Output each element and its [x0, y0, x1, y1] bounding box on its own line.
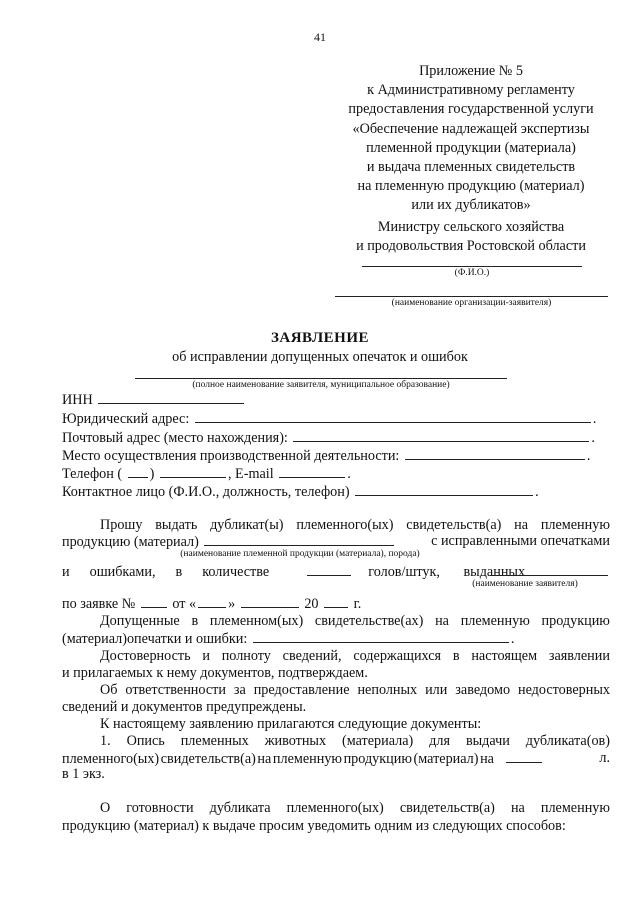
word: заведомо	[455, 682, 511, 698]
postal-address-row: Почтовый адрес (место нахождения): .	[62, 430, 595, 446]
activity-place-row: Место осуществления производственной деятельности: .	[62, 448, 591, 464]
p4-line2: сведений и документов предупреждены.	[62, 699, 307, 715]
word: (материала)	[341, 733, 414, 749]
phone-label: Телефон (	[62, 466, 123, 482]
p2-line1	[100, 613, 610, 630]
activity-place-input[interactable]	[405, 447, 585, 460]
word: ошибками,	[89, 564, 156, 580]
word: свидетельстве(ах)	[314, 613, 424, 629]
p1-line1	[100, 517, 610, 534]
contact-label: Контактное лицо (Ф.И.О., должность, телефон)	[62, 484, 350, 500]
word: свидетельств(а)	[160, 751, 256, 767]
applicant-line[interactable]	[135, 378, 507, 379]
word: племенном(ых)	[209, 613, 304, 629]
word: животных	[264, 733, 327, 749]
fio-caption: (Ф.И.О.)	[454, 268, 490, 278]
word: в	[175, 564, 183, 580]
p6-line1	[100, 733, 610, 750]
word: Прошу	[100, 517, 143, 533]
request-year-input[interactable]	[324, 595, 348, 608]
request-row: по заявке № от « » 20 г.	[62, 596, 362, 612]
word: племенную	[460, 613, 530, 629]
org-caption: (наименование организации-заявителя)	[391, 298, 552, 308]
appendix-line-1: Приложение № 5	[419, 63, 523, 79]
word: Об	[100, 682, 118, 698]
appendix-line-5: племенной продукции (материала)	[366, 139, 576, 156]
quantity-input[interactable]	[307, 563, 351, 576]
word: Допущенные	[100, 613, 180, 629]
word: Опись	[126, 733, 165, 749]
p1-line3: и ошибками, в количестве голов/штук, выданных	[62, 563, 610, 581]
word: на	[480, 751, 494, 767]
document-title: ЗАЯВЛЕНИЕ	[270, 330, 370, 346]
word: продукцию	[343, 751, 412, 767]
inn-input[interactable]	[98, 391, 244, 404]
addressee-line-2: и продовольствия Ростовской области	[356, 238, 586, 255]
email-input[interactable]	[279, 465, 345, 478]
appendix-line-7: на племенную продукцию (материал)	[357, 178, 585, 195]
contact-row: Контактное лицо (Ф.И.О., должность, телефон) .	[62, 484, 539, 500]
email-label: , E-mail	[227, 466, 274, 482]
word: Достоверность	[100, 648, 191, 664]
document-subtitle: об исправлении допущенных опечаток и ошибок	[172, 349, 468, 365]
appendix-line-2: к Административному регламенту	[367, 82, 575, 99]
errors-input[interactable]	[253, 630, 509, 643]
inn-label: ИНН	[62, 392, 93, 408]
word: за	[233, 682, 246, 698]
p6-line2: племенного(ых) свидетельств(а) на племенную продукцию (материал) на л.	[62, 750, 610, 767]
word: дубликата(ов)	[525, 733, 610, 749]
p6-line3: в 1 экз.	[62, 766, 105, 782]
word: в	[191, 613, 199, 629]
phone-code-input[interactable]	[128, 465, 148, 478]
phone-number-input[interactable]	[160, 465, 226, 478]
legal-address-label: Юридический адрес:	[62, 411, 190, 427]
p3-line1	[100, 648, 610, 665]
word: свидетельств(а)	[406, 517, 502, 533]
word: содержащихся	[353, 648, 442, 664]
word: дубликата	[209, 800, 271, 816]
word: племенную	[540, 800, 610, 816]
word: выдать	[155, 517, 198, 533]
applicant-caption: (полное наименование заявителя, муниципальное образование)	[192, 380, 450, 390]
addressee-line-1: Министру сельского хозяйства	[377, 219, 565, 235]
p2-line2: (материал)опечатки и ошибки: .	[62, 631, 515, 647]
request-number-input[interactable]	[141, 595, 167, 608]
word: предоставление	[253, 682, 350, 698]
word: недостоверных	[517, 682, 610, 698]
word: на	[510, 800, 525, 816]
org-line[interactable]	[335, 296, 608, 297]
p5-line: К настоящему заявлению прилагаются следующие документы:	[100, 716, 482, 732]
word: продукцию	[541, 613, 610, 629]
word: сведений,	[282, 648, 342, 664]
word: в	[452, 648, 460, 664]
word: готовности	[126, 800, 194, 816]
p4-line1	[100, 682, 610, 699]
issued-to-input[interactable]	[490, 563, 608, 576]
word: выдачи	[465, 733, 510, 749]
word: полноту	[221, 648, 271, 664]
contact-input[interactable]	[355, 483, 533, 496]
word: свидетельств(а)	[399, 800, 495, 816]
fio-line[interactable]	[362, 266, 582, 267]
word: количестве	[202, 564, 270, 580]
appendix-line-8: или их дубликатов»	[411, 197, 531, 214]
word: 1.	[100, 733, 111, 749]
legal-address-row: Юридический адрес: .	[62, 411, 597, 427]
word: дубликат(ы)	[210, 517, 284, 533]
appendix-line-3: предоставления государственной услуги	[348, 101, 594, 118]
appendix-line-6: и выдача племенных свидетельств	[366, 159, 576, 176]
postal-address-input[interactable]	[293, 429, 589, 442]
word: заявлении	[548, 648, 610, 664]
product-input[interactable]	[204, 533, 394, 546]
p7-line1	[100, 800, 610, 817]
word: племенного(ых)	[62, 751, 160, 767]
pages-input[interactable]	[506, 750, 542, 763]
postal-address-label: Почтовый адрес (место нахождения):	[62, 430, 288, 446]
legal-address-input[interactable]	[195, 410, 591, 423]
appendix-line-4: «Обеспечение надлежащей экспертизы	[352, 120, 590, 137]
addressee-block	[330, 218, 612, 256]
p3-line2: и прилагаемых к нему документов, подтверждаем.	[62, 665, 368, 681]
inn-row	[62, 391, 246, 409]
applicant-name-caption: (наименование заявителя)	[472, 579, 578, 589]
request-day-input[interactable]	[198, 595, 226, 608]
word: племенную	[272, 751, 343, 767]
appendix-block	[330, 62, 612, 216]
word: (материал)	[413, 751, 479, 767]
phone-row: Телефон ( ) , E-mail .	[62, 466, 351, 482]
product-caption: (наименование племенной продукции (материала), порода)	[180, 549, 420, 559]
word: и	[202, 648, 210, 664]
word: и	[62, 564, 70, 580]
word: племенного(ых)	[286, 800, 384, 816]
request-month-input[interactable]	[241, 595, 299, 608]
word: племенного(ых)	[296, 517, 394, 533]
word: настоящем	[471, 648, 538, 664]
word: или	[425, 682, 448, 698]
activity-place-label: Место осуществления производственной деятельности:	[62, 448, 400, 464]
word: ответственности	[125, 682, 226, 698]
word: племенных	[180, 733, 249, 749]
word: на	[257, 751, 272, 767]
page-number: 41	[314, 30, 326, 44]
word: племенную	[540, 517, 610, 533]
word: О	[100, 800, 111, 816]
word: для	[429, 733, 450, 749]
word: неполных	[357, 682, 418, 698]
p1-line2: продукцию (материал) с исправленными опечатками	[62, 533, 610, 550]
p7-line2: продукцию (материал) к выдаче просим уведомить одним из следующих способов:	[62, 818, 566, 834]
word: на	[435, 613, 449, 629]
word: на	[514, 517, 529, 533]
